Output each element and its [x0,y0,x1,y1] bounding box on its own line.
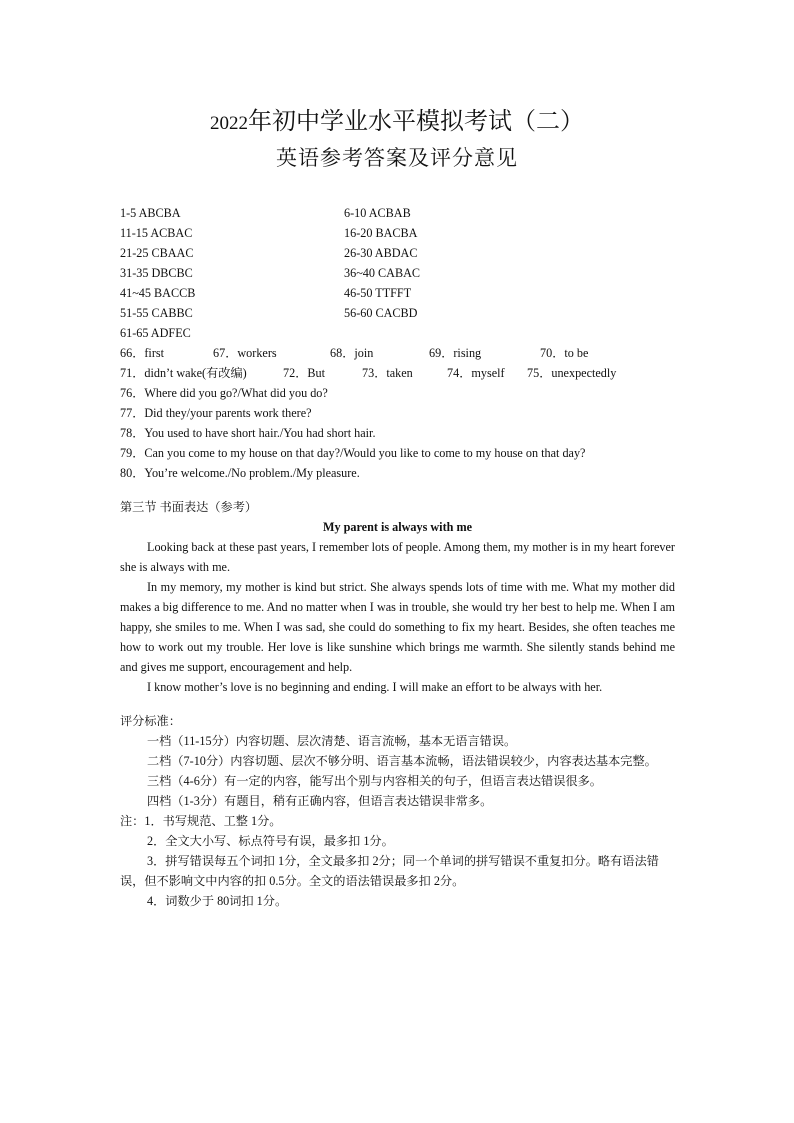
answer-line: 56-60 CACBD [344,306,418,320]
fill-answer: 68．join [330,346,374,360]
answer-line: 11-15 ACBAC [120,226,193,240]
grading-note: 2．全文大小写、标点符号有误，最多扣 1分。 [147,834,394,848]
essay-title: My parent is always with me [322,520,473,534]
fill-answer: 67．workers [213,346,277,360]
essay-paragraph: In my memory, my mother is kind but strict. She always spends lots of time with me. What my mother did makes a big difference to me. And no matter when I was in trouble, she would try her best to help me. When I am happy, she smiles to me. When I was sad, she could do something to fix my heart. Besides, she often teaches me how to work out my trouble. Her love is like sunshine which brings me warmth. She silently stands behind me and gives me support, encouragement and help. [120,580,675,674]
grading-level: 二档（7-10分）内容切题、层次不够分明、语言基本流畅，语法错误较少，内容表达基本完整。 [147,754,657,768]
grading-level: 一档（11-15分）内容切题、层次清楚、语言流畅，基本无语言错误。 [147,734,517,748]
answer-line: 31-35 DBCBC [120,266,193,280]
fill-answers-66-70 [120,343,675,363]
grading-level: 三档（4-6分）有一定的内容，能写出个别与内容相关的句子，但语言表达错误很多。 [147,774,602,788]
grading-note: 3．拼写错误每五个词扣 1分，全文最多扣 2分；同一个单词的拼写错误不重复扣分。略有语法错误，但不影响文中内容的扣 0.5分。全文的语法错误最多扣 2分。 [120,854,659,888]
answers-column-right [344,203,564,323]
answer-line: 61-65 ADFEC [120,326,191,340]
page-title [0,101,794,136]
answer-line: 36~40 CABAC [344,266,421,280]
answer-line: 21-25 CBAAC [120,246,194,260]
grading-level: 四档（1-3分）有题目，稍有正确内容，但语言表达错误非常多。 [147,794,493,808]
page-subtitle: 英语参考答案及评分意见 [276,146,518,170]
fill-answer: 70．to be [540,346,589,360]
fill-answer: 72．But [283,366,325,380]
dialog-answer: 79．Can you come to my house on that day?/Would you like to come to my house on that day? [120,446,586,460]
dialog-answer: 78．You used to have short hair./You had short hair. [120,426,376,440]
answer-line: 51-55 CABBC [120,306,193,320]
essay-paragraph: I know mother’s love is no beginning and ending. I will make an effort to be always with her. [147,680,603,694]
fill-answer: 75．unexpectedly [527,366,617,380]
dialog-answer: 77．Did they/your parents work there? [120,406,312,420]
dialog-answer: 76．Where did you go?/What did you do? [120,386,328,400]
fill-answer: 74．myself [447,366,505,380]
essay-paragraph: Looking back at these past years, I remember lots of people. Among them, my mother is in my heart forever she is always with me. [120,540,675,574]
fill-answer: 71．didn’t wake(有改编) [120,366,247,380]
title-year: 2022 [210,113,248,134]
grading-note: 4．词数少于 80词扣 1分。 [147,894,288,908]
answer-line: 6-10 ACBAB [344,206,411,220]
answer-line: 16-20 BACBA [344,226,418,240]
answer-line: 26-30 ABDAC [344,246,418,260]
title-text: 年初中学业水平模拟考试（二） [248,109,584,135]
fill-answers-71-75 [120,363,675,383]
answer-key [120,203,675,911]
writing-section-label: 第三节 书面表达（参考） [120,500,258,514]
dialog-answer: 80．You’re welcome./No problem./My pleasure. [120,466,360,480]
fill-answer: 73．taken [362,366,413,380]
choice-answers [120,203,675,343]
grading-label: 评分标准： [120,714,181,728]
answer-line: 46-50 TTFFT [344,286,412,300]
answer-line: 41~45 BACCB [120,286,196,300]
fill-answer: 69．rising [429,346,482,360]
answers-column-left [120,203,340,343]
grading-note: 注：1．书写规范、工整 1分。 [120,814,282,828]
answer-line: 1-5 ABCBA [120,206,181,220]
fill-answer: 66．first [120,346,165,360]
